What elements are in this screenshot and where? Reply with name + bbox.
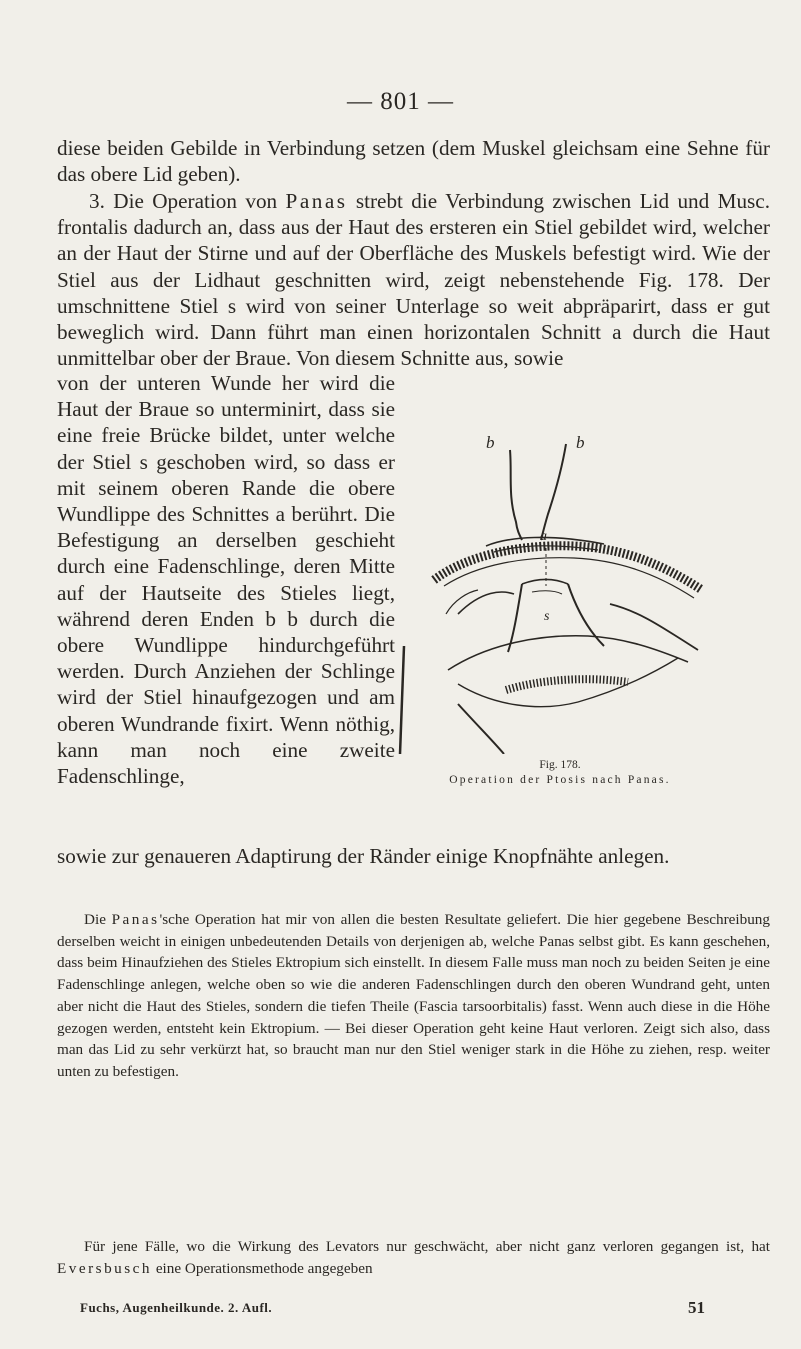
- label-a: a: [540, 529, 547, 544]
- figure-178: [398, 394, 718, 754]
- author-panas: Panas: [285, 189, 348, 213]
- note-paragraph-1: [57, 909, 770, 1083]
- note-1-prefix: Die: [84, 911, 112, 928]
- note-paragraph-2: [57, 1236, 770, 1279]
- paragraph-2-start: 3. Die Operation von: [89, 189, 286, 213]
- note-1-rest: 'sche Operation hat mir von allen die besten Resultate geliefert. Die hier gegebene Beschreibung derselben weicht in einigen unbedeutenden Details von derjenigen ab, welche Panas selbst gibt. Es kann geschehen, dass beim Hinaufziehen des Stieles Ektropium sich einstellt. In diesem Falle muss man noch zu beiden Seiten je eine Fadenschlinge anlegen, welche oben so wie die anderen Fadenschlingen durch den oberen Wundrand geht, unten aber nicht die Haut des Stieles, sondern die tiefen Theile (Fascia tarsoorbitalis) fasst. Wenn auch diese in die Höhe gezogen werden, entsteht kein Ektropium. — Bei dieser Operation geht keine Haut verloren. Zeigt sich also, dass man das Lid zu sehr verkürzt hat, so braucht man nur den Stiel weniger stark in die Höhe zu ziehen, resp. weiter unten zu befestigen.: [57, 911, 770, 1080]
- ptosis-operation-illustration: [398, 394, 718, 754]
- page-number: — 801 —: [347, 88, 454, 115]
- author-panas-note: Panas: [111, 911, 160, 928]
- paragraph-2-end: sowie zur genaueren Adaptirung der Ränder einige Knopfnähte anlegen.: [57, 844, 670, 868]
- footer-source: Fuchs, Augenheilkunde. 2. Aufl.: [80, 1300, 273, 1315]
- paragraph-1: diese beiden Gebilde in Verbindung setzen (dem Muskel gleichsam eine Sehne für das obere Lid geben).: [57, 136, 770, 187]
- label-s: s: [544, 609, 550, 624]
- note-2-start: Für jene Fälle, wo die Wirkung des Levators nur geschwächt, aber nicht ganz verloren gegangen ist, hat: [84, 1238, 770, 1255]
- note-2-rest: eine Operationsmethode angegeben: [152, 1259, 373, 1277]
- paragraph-2: [57, 188, 770, 371]
- figure-caption: [400, 758, 720, 788]
- figure-number: Fig. 178.: [539, 759, 581, 771]
- footer-signature: 51: [688, 1298, 705, 1317]
- paragraph-2-rest: strebt die Verbindung zwischen Lid und Musc. frontalis dadurch an, dass aus der Haut des ersteren ein Stiel gebildet wird, welcher an der Haut der Stirne und auf der Oberfläche des Muskels befestigt wird. Wie der Stiel aus der Lidhaut geschnitten wird, zeigt nebenstehende Fig. 178. Der umschnittene Stiel s wird von seiner Unterlage so weit abpräparirt, dass er gut beweglich wird. Dann führt man einen horizontalen Schnitt a durch die Haut unmittelbar ober der Braue. Von diesem Schnitte aus, sowie: [57, 189, 771, 371]
- label-b-left: b: [486, 433, 495, 452]
- figure-title: Operation der Ptosis nach Panas.: [449, 774, 671, 786]
- label-b-right: b: [576, 433, 585, 452]
- wrapped-text-block: von der unteren Wunde her wird die Haut der Braue so unterminirt, dass sie eine freie Brücke bildet, unter welche der Stiel s geschoben wird, so dass er mit seinem oberen Rande die obere Wundlippe des Schnittes a berührt. Die Befestigung an derselben geschieht durch eine Fadenschlinge, deren Mitte auf der Hautseite des Stieles liegt, während deren Enden b b durch die obere Wundlippe hindurchgeführt werden. Durch Anziehen der Schlinge wird der Stiel hinaufgezogen und am oberen Wundrande fixirt. Wenn nöthig, kann man noch eine zweite Fadenschlinge,: [57, 371, 395, 789]
- author-eversbusch: Eversbusch: [57, 1259, 153, 1277]
